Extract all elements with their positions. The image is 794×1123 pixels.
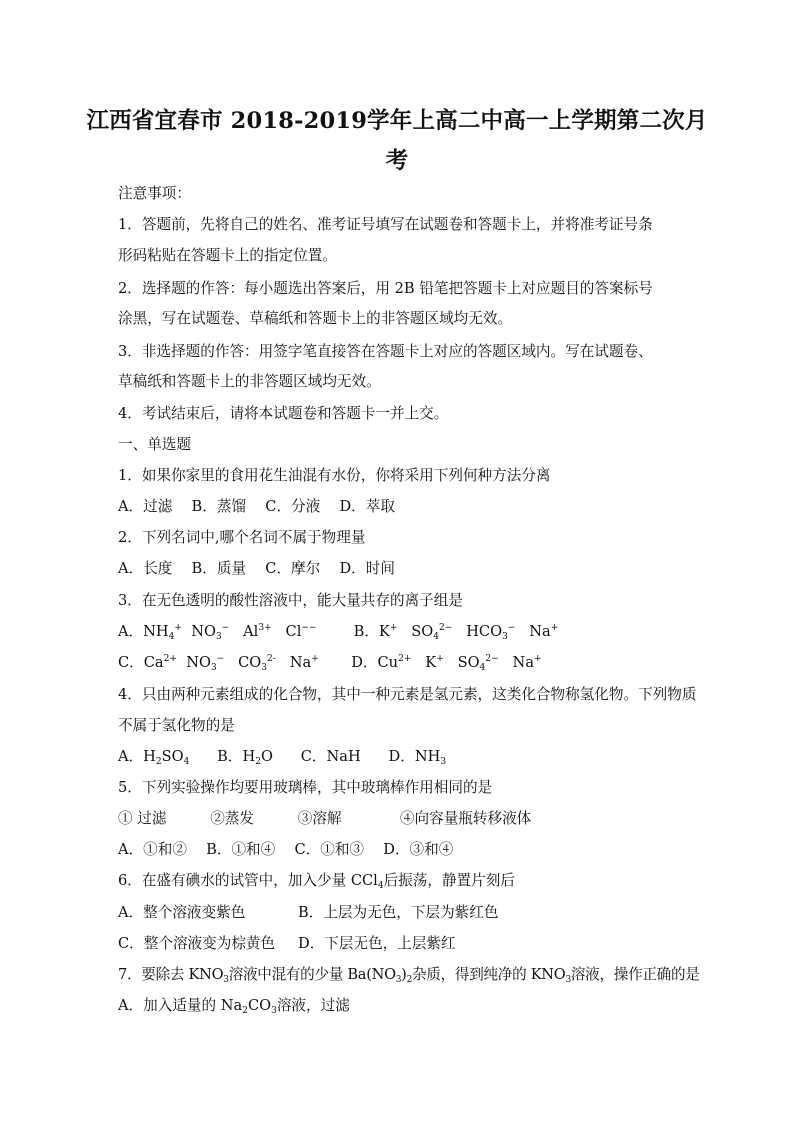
notice-item-4: 4．考试结束后，请将本试题卷和答题卡一并上交。 xyxy=(118,405,449,422)
question-3-stem: 3．在无色透明的酸性溶液中，能大量共存的离子组是 xyxy=(118,592,463,609)
question-4-options: A．$H_2SO_4$ B．$H_2O$ C．NaH D．$NH_3$ xyxy=(118,748,447,767)
notice-item-2-cont: 涂黑，写在试题卷、草稿纸和答题卡上的非答题区域均无效。 xyxy=(118,310,513,327)
question-6-option-d: D．下层无色，上层紫红 xyxy=(298,935,456,952)
question-7-option-a: A．加入适量的 $Na_2CO_3$溶液，过滤 xyxy=(118,997,350,1016)
question-1-stem: 1．如果你家里的食用花生油混有水份，你将采用下列何种方法分离 xyxy=(118,467,551,484)
notice-item-1-cont: 形码粘贴在答题卡上的指定位置。 xyxy=(118,247,337,264)
question-5-options: A．①和② B．①和④ C．①和③ D．③和④ xyxy=(118,841,454,858)
question-6-option-b: B．上层为无色，下层为紫红色 xyxy=(298,904,499,921)
question-6-option-a: A．整个溶液变紫色 xyxy=(118,904,246,921)
notice-item-2: 2．选择题的作答：每小题选出答案后，用 2B 铅笔把答题卡上对应题目的答案标号 xyxy=(118,280,653,297)
question-3-options-ab: A．$NH_4^+$ $NO_3^-$ $Al^{3+}$ Cl−− B．K+ $SO_4^{2-}$ $HCO_3^-$ Na+ xyxy=(118,623,559,642)
question-6-option-c: C．整个溶液变为棕黄色 xyxy=(118,935,276,952)
question-7-stem: 7．要除去 $KNO_3$溶液中混有的少量 $Ba(NO_3)_2$杂质，得到纯净的 $KNO_3$溶液，操作正确的是 xyxy=(118,966,700,985)
notice-heading: 注意事项： xyxy=(118,185,191,202)
notice-item-3-cont: 草稿纸和答题卡上的非答题区域均无效。 xyxy=(118,373,381,390)
question-4-stem: 4．只由两种元素组成的化合物，其中一种元素是氢元素，这类化合物称氢化物。下列物质 xyxy=(118,686,697,703)
question-6-stem-text-end: 后振荡，静置片刻后 xyxy=(383,872,515,889)
question-6-stem-text: 6．在盛有碘水的试管中，加入少量 CCl xyxy=(118,872,378,889)
question-6-subscript: 4 xyxy=(377,881,384,891)
question-2-stem: 2．下列名词中,哪个名词不属于物理量 xyxy=(118,529,366,546)
section-heading: 一、单选题 xyxy=(118,436,191,453)
question-2-options: A．长度 B．质量 C．摩尔 D．时间 xyxy=(118,560,395,577)
notice-item-1: 1．答题前，先将自己的姓名、准考证号填写在试题卷和答题卡上，并将准考证号条 xyxy=(118,216,653,233)
question-3-options-cd: C．$Ca^{2+}$ $NO_3^-$ $CO_3^{2-}$ Na+ D．$Cu^{2+}$ K+ $SO_4^{2-}$ Na+ xyxy=(118,654,542,673)
question-5-items: ① 过滤 ②蒸发 ③溶解 ④向容量瓶转移液体 xyxy=(118,810,532,827)
notice-item-3: 3．非选择题的作答：用签字笔直接答在答题卡上对应的答题区域内。写在试题卷、 xyxy=(118,343,653,360)
question-1-options: A．过滤 B．蒸馏 C．分液 D．萃取 xyxy=(118,498,395,515)
question-4-stem-cont: 不属于氢化物的是 xyxy=(118,717,235,734)
page-title-continued: 考 xyxy=(385,148,409,174)
question-5-stem: 5．下列实验操作均要用玻璃棒，其中玻璃棒作用相同的是 xyxy=(118,779,493,796)
page-title: 江西省宜春市 2018-2019学年上高二中高一上学期第二次月 xyxy=(86,108,708,134)
question-6-stem xyxy=(118,871,515,891)
